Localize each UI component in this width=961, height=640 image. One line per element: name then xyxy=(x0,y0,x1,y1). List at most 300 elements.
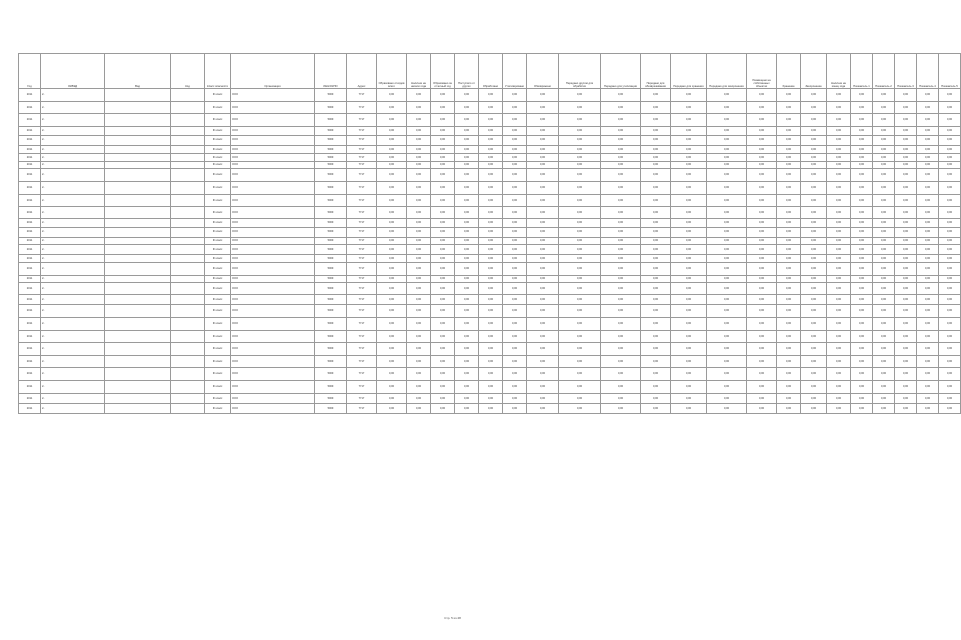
table-cell: 0,00 xyxy=(873,295,895,305)
column-header: Образовано за отчетный год xyxy=(431,54,455,89)
table-cell: 2- xyxy=(41,255,105,263)
table-cell: 0,00 xyxy=(601,169,641,182)
table-cell: 0,00 xyxy=(601,283,641,295)
table-cell: 0,00 xyxy=(851,368,873,381)
table-cell: 0,00 xyxy=(479,275,503,283)
table-cell: 0,00 xyxy=(377,283,407,295)
table-cell: 0,00 xyxy=(777,262,801,275)
table-cell: 5009 xyxy=(315,207,347,219)
table-cell: 0,00 xyxy=(641,283,671,295)
table-cell: 0,00 xyxy=(455,127,479,136)
table-cell: 0,00 xyxy=(671,283,707,295)
table-cell: 0,00 xyxy=(873,283,895,295)
table-cell: 0,00 xyxy=(801,127,827,136)
table-cell xyxy=(171,237,205,245)
table-cell: 0,00 xyxy=(827,89,851,102)
column-header: Адрес xyxy=(347,54,377,89)
table-row xyxy=(19,89,961,102)
table-cell: 7717 xyxy=(347,227,377,237)
table-cell: III класс xyxy=(205,145,231,154)
table-cell: 0,00 xyxy=(431,356,455,368)
table-cell: 0,00 xyxy=(527,331,559,343)
table-cell: 2011 xyxy=(19,343,41,356)
table-cell xyxy=(171,255,205,263)
table-cell: 5009 xyxy=(315,182,347,195)
table-cell: 0,00 xyxy=(377,275,407,283)
column-header: Передано для обезвреживания xyxy=(641,54,671,89)
table-cell xyxy=(171,169,205,182)
table-cell: 0,00 xyxy=(917,305,939,318)
table-cell: 0,00 xyxy=(503,275,527,283)
table-cell: 0,00 xyxy=(917,154,939,162)
table-cell: 0,00 xyxy=(601,114,641,127)
table-cell: 2- xyxy=(41,154,105,162)
table-cell: 0,00 xyxy=(527,394,559,404)
table-cell: ООО xyxy=(231,394,315,404)
table-cell: 0,00 xyxy=(671,102,707,114)
column-header: Наличие на начало года xyxy=(407,54,431,89)
table-cell: 0,00 xyxy=(777,275,801,283)
table-cell: 0,00 xyxy=(377,161,407,169)
table-cell: 0,00 xyxy=(917,145,939,154)
table-cell: 2- xyxy=(41,127,105,136)
table-cell: 0,00 xyxy=(641,145,671,154)
table-cell: 0,00 xyxy=(559,145,601,154)
table-cell: 0,00 xyxy=(777,245,801,255)
table-cell: 0,00 xyxy=(747,394,777,404)
table-row xyxy=(19,182,961,195)
table-cell: 2- xyxy=(41,182,105,195)
table-cell: 2- xyxy=(41,381,105,394)
table-cell: 0,00 xyxy=(527,135,559,145)
table-cell: 5009 xyxy=(315,295,347,305)
table-cell: 0,00 xyxy=(503,169,527,182)
table-cell: 0,00 xyxy=(939,135,961,145)
table-cell xyxy=(105,394,171,404)
table-cell: ООО xyxy=(231,89,315,102)
column-header: ИНН/ОКПО xyxy=(315,54,347,89)
table-cell: 0,00 xyxy=(851,145,873,154)
table-cell: 0,00 xyxy=(917,283,939,295)
table-cell: 0,00 xyxy=(641,381,671,394)
table-cell: 0,00 xyxy=(873,102,895,114)
table-cell xyxy=(171,195,205,207)
table-cell: 0,00 xyxy=(377,227,407,237)
table-cell: 0,00 xyxy=(479,262,503,275)
table-cell: 0,00 xyxy=(747,295,777,305)
table-cell: 0,00 xyxy=(407,368,431,381)
table-cell: 0,00 xyxy=(559,356,601,368)
table-cell: 0,00 xyxy=(479,404,503,414)
table-row xyxy=(19,305,961,318)
table-cell: 0,00 xyxy=(479,207,503,219)
table-cell: 0,00 xyxy=(801,102,827,114)
table-cell: ООО xyxy=(231,318,315,331)
table-cell: III класс xyxy=(205,207,231,219)
table-cell: 0,00 xyxy=(559,295,601,305)
table-cell: 0,00 xyxy=(895,343,917,356)
table-cell: 0,00 xyxy=(407,219,431,228)
table-cell: 0,00 xyxy=(527,318,559,331)
table-cell: 0,00 xyxy=(601,227,641,237)
table-cell: 0,00 xyxy=(873,381,895,394)
table-row xyxy=(19,219,961,228)
table-cell: 0,00 xyxy=(455,394,479,404)
table-cell: 0,00 xyxy=(641,169,671,182)
table-cell: 0,00 xyxy=(559,127,601,136)
table-cell: 0,00 xyxy=(777,135,801,145)
table-cell: 2- xyxy=(41,331,105,343)
table-cell: 0,00 xyxy=(747,343,777,356)
table-cell: 0,00 xyxy=(777,394,801,404)
table-cell: 7717 xyxy=(347,135,377,145)
table-cell: III класс xyxy=(205,283,231,295)
table-cell: 0,00 xyxy=(527,89,559,102)
table-cell: 0,00 xyxy=(707,404,747,414)
table-cell: 0,00 xyxy=(641,219,671,228)
table-cell: 5009 xyxy=(315,227,347,237)
column-header: Передано другим для обработки xyxy=(559,54,601,89)
column-header: Показатель 5 xyxy=(939,54,961,89)
table-row xyxy=(19,318,961,331)
table-cell xyxy=(171,404,205,414)
table-cell: 0,00 xyxy=(939,114,961,127)
table-cell: 0,00 xyxy=(747,195,777,207)
table-cell: 0,00 xyxy=(747,207,777,219)
table-cell xyxy=(105,195,171,207)
table-cell: 0,00 xyxy=(601,356,641,368)
table-cell: 0,00 xyxy=(777,219,801,228)
table-cell: 0,00 xyxy=(671,275,707,283)
table-cell: 0,00 xyxy=(939,318,961,331)
table-cell: 0,00 xyxy=(939,127,961,136)
table-cell: 0,00 xyxy=(747,219,777,228)
table-cell: 0,00 xyxy=(479,318,503,331)
table-cell: 0,00 xyxy=(827,343,851,356)
table-cell: 0,00 xyxy=(455,207,479,219)
table-cell: ООО xyxy=(231,343,315,356)
table-cell: 0,00 xyxy=(777,343,801,356)
table-cell: 0,00 xyxy=(851,219,873,228)
table-cell: 0,00 xyxy=(479,169,503,182)
table-cell: 0,00 xyxy=(851,283,873,295)
table-cell: 0,00 xyxy=(671,169,707,182)
table-cell: 5009 xyxy=(315,343,347,356)
table-cell: 0,00 xyxy=(707,331,747,343)
table-cell: 0,00 xyxy=(747,237,777,245)
table-cell: 0,00 xyxy=(707,262,747,275)
table-cell xyxy=(105,381,171,394)
table-cell: 0,00 xyxy=(527,182,559,195)
table-row xyxy=(19,343,961,356)
table-cell: 0,00 xyxy=(377,169,407,182)
table-cell: III класс xyxy=(205,154,231,162)
table-cell: 0,00 xyxy=(431,394,455,404)
table-cell: 0,00 xyxy=(827,237,851,245)
table-cell: 0,00 xyxy=(455,219,479,228)
table-cell: 0,00 xyxy=(851,245,873,255)
table-cell xyxy=(105,127,171,136)
table-cell: 0,00 xyxy=(747,161,777,169)
table-cell: 2- xyxy=(41,169,105,182)
table-cell: 0,00 xyxy=(895,227,917,237)
table-cell: 0,00 xyxy=(377,318,407,331)
table-cell xyxy=(105,135,171,145)
table-header-row xyxy=(19,54,961,89)
table-cell: 0,00 xyxy=(707,182,747,195)
table-cell: III класс xyxy=(205,135,231,145)
table-cell: 0,00 xyxy=(777,255,801,263)
table-cell: 0,00 xyxy=(747,381,777,394)
table-cell: 0,00 xyxy=(747,262,777,275)
table-cell: 0,00 xyxy=(455,227,479,237)
table-cell xyxy=(171,381,205,394)
table-cell: 2011 xyxy=(19,219,41,228)
table-cell: 0,00 xyxy=(895,127,917,136)
table-cell: 5009 xyxy=(315,161,347,169)
table-cell: 0,00 xyxy=(479,102,503,114)
table-cell: 2- xyxy=(41,89,105,102)
table-cell: 0,00 xyxy=(707,245,747,255)
table-cell: 0,00 xyxy=(407,154,431,162)
table-cell: 0,00 xyxy=(777,145,801,154)
table-cell: 0,00 xyxy=(455,255,479,263)
table-cell: 0,00 xyxy=(671,295,707,305)
table-cell: 0,00 xyxy=(407,245,431,255)
table-cell: 0,00 xyxy=(431,135,455,145)
table-cell: 0,00 xyxy=(917,394,939,404)
table-cell: 0,00 xyxy=(895,135,917,145)
table-cell: 0,00 xyxy=(559,102,601,114)
table-cell: 0,00 xyxy=(895,145,917,154)
table-cell: 0,00 xyxy=(431,331,455,343)
table-cell: 0,00 xyxy=(479,331,503,343)
table-cell: 0,00 xyxy=(407,227,431,237)
table-cell: 0,00 xyxy=(601,102,641,114)
table-cell: 5009 xyxy=(315,135,347,145)
table-cell: ООО xyxy=(231,381,315,394)
table-row xyxy=(19,195,961,207)
table-cell: 0,00 xyxy=(707,343,747,356)
table-cell: 0,00 xyxy=(873,343,895,356)
table-cell: 0,00 xyxy=(851,295,873,305)
column-header: Показатель 4 xyxy=(917,54,939,89)
table-cell: 0,00 xyxy=(827,275,851,283)
table-cell: 0,00 xyxy=(671,255,707,263)
table-cell: 0,00 xyxy=(851,255,873,263)
table-cell: 2011 xyxy=(19,135,41,145)
table-cell: 0,00 xyxy=(777,207,801,219)
table-cell: 0,00 xyxy=(407,255,431,263)
table-cell: 0,00 xyxy=(503,331,527,343)
table-cell: 0,00 xyxy=(503,127,527,136)
table-cell: III класс xyxy=(205,262,231,275)
table-cell: 0,00 xyxy=(527,169,559,182)
table-cell: 0,00 xyxy=(827,283,851,295)
table-cell: 0,00 xyxy=(527,368,559,381)
table-cell: 0,00 xyxy=(801,237,827,245)
table-cell: 0,00 xyxy=(707,318,747,331)
table-cell: ООО xyxy=(231,368,315,381)
table-cell: 7717 xyxy=(347,343,377,356)
table-cell: 0,00 xyxy=(431,255,455,263)
table-cell: 0,00 xyxy=(873,305,895,318)
table-cell: 0,00 xyxy=(601,305,641,318)
table-cell xyxy=(105,89,171,102)
table-cell: 0,00 xyxy=(777,295,801,305)
table-cell: 0,00 xyxy=(851,161,873,169)
table-cell: 0,00 xyxy=(917,227,939,237)
table-cell: 0,00 xyxy=(479,245,503,255)
table-cell: 0,00 xyxy=(801,368,827,381)
table-cell: 0,00 xyxy=(895,255,917,263)
table-cell: 0,00 xyxy=(747,89,777,102)
table-cell: 0,00 xyxy=(601,89,641,102)
table-cell xyxy=(171,394,205,404)
table-cell: 0,00 xyxy=(671,237,707,245)
table-cell: 0,00 xyxy=(601,161,641,169)
table-cell: 0,00 xyxy=(503,368,527,381)
table-cell: 0,00 xyxy=(407,318,431,331)
table-cell: 0,00 xyxy=(747,318,777,331)
table-cell: 0,00 xyxy=(455,295,479,305)
table-cell: 0,00 xyxy=(377,182,407,195)
table-cell: 0,00 xyxy=(559,227,601,237)
table-cell: 0,00 xyxy=(407,394,431,404)
table-cell: 0,00 xyxy=(707,305,747,318)
table-cell: 0,00 xyxy=(431,219,455,228)
table-cell: 0,00 xyxy=(407,343,431,356)
table-cell: 2- xyxy=(41,283,105,295)
table-cell: 0,00 xyxy=(671,114,707,127)
table-cell: 0,00 xyxy=(801,283,827,295)
table-cell: 0,00 xyxy=(455,356,479,368)
table-cell: 0,00 xyxy=(503,145,527,154)
table-cell: 2- xyxy=(41,275,105,283)
column-header: Код xyxy=(171,54,205,89)
table-cell: 0,00 xyxy=(527,145,559,154)
table-cell: 0,00 xyxy=(527,283,559,295)
table-cell: 0,00 xyxy=(917,245,939,255)
column-header: Обработано xyxy=(479,54,503,89)
table-cell: III класс xyxy=(205,245,231,255)
table-cell: 0,00 xyxy=(671,356,707,368)
table-cell: 0,00 xyxy=(895,283,917,295)
table-cell: 7717 xyxy=(347,102,377,114)
table-row xyxy=(19,169,961,182)
table-cell: 0,00 xyxy=(641,275,671,283)
table-cell: 0,00 xyxy=(827,356,851,368)
table-cell: 2011 xyxy=(19,227,41,237)
table-cell: 0,00 xyxy=(503,195,527,207)
table-cell: 0,00 xyxy=(777,182,801,195)
table-cell: 0,00 xyxy=(479,283,503,295)
table-cell: 0,00 xyxy=(801,154,827,162)
table-cell: 0,00 xyxy=(777,283,801,295)
table-cell: III класс xyxy=(205,227,231,237)
table-cell: 0,00 xyxy=(455,114,479,127)
table-cell: 0,00 xyxy=(503,305,527,318)
table-cell: 0,00 xyxy=(559,135,601,145)
table-cell: 2- xyxy=(41,237,105,245)
table-cell xyxy=(171,154,205,162)
table-cell: 0,00 xyxy=(455,135,479,145)
table-cell: 0,00 xyxy=(827,182,851,195)
table-cell: 0,00 xyxy=(895,262,917,275)
table-cell: 0,00 xyxy=(479,343,503,356)
table-cell: 2011 xyxy=(19,295,41,305)
table-cell: 0,00 xyxy=(873,182,895,195)
table-cell: 0,00 xyxy=(873,114,895,127)
table-cell: 0,00 xyxy=(671,135,707,145)
table-cell: 2- xyxy=(41,195,105,207)
table-cell: 0,00 xyxy=(939,275,961,283)
table-cell: 0,00 xyxy=(407,262,431,275)
table-cell: 7717 xyxy=(347,283,377,295)
table-cell: 2- xyxy=(41,145,105,154)
table-cell: 0,00 xyxy=(377,381,407,394)
table-cell: 0,00 xyxy=(827,255,851,263)
table-cell: 5009 xyxy=(315,255,347,263)
table-cell xyxy=(171,283,205,295)
table-cell: 0,00 xyxy=(895,381,917,394)
column-header: Год xyxy=(19,54,41,89)
table-cell: 0,00 xyxy=(939,89,961,102)
table-cell: 2011 xyxy=(19,145,41,154)
table-cell: 0,00 xyxy=(455,305,479,318)
table-cell: 0,00 xyxy=(873,237,895,245)
table-cell: 0,00 xyxy=(407,356,431,368)
table-cell: 0,00 xyxy=(479,114,503,127)
table-cell: III класс xyxy=(205,195,231,207)
table-cell: 0,00 xyxy=(747,182,777,195)
table-cell xyxy=(105,145,171,154)
table-cell: 0,00 xyxy=(671,394,707,404)
table-cell: 0,00 xyxy=(601,245,641,255)
table-cell: ООО xyxy=(231,245,315,255)
table-cell: 0,00 xyxy=(851,331,873,343)
table-cell: 0,00 xyxy=(801,318,827,331)
table-cell: 0,00 xyxy=(827,295,851,305)
table-cell xyxy=(105,275,171,283)
table-cell: 0,00 xyxy=(873,394,895,404)
table-cell: 0,00 xyxy=(801,245,827,255)
table-cell: 2011 xyxy=(19,169,41,182)
table-cell: 7717 xyxy=(347,262,377,275)
table-cell: 0,00 xyxy=(707,127,747,136)
table-row xyxy=(19,227,961,237)
table-cell: 7717 xyxy=(347,219,377,228)
table-cell: 0,00 xyxy=(559,381,601,394)
table-cell: 0,00 xyxy=(559,245,601,255)
column-header: Обезврежено xyxy=(527,54,559,89)
table-cell: 0,00 xyxy=(939,356,961,368)
table-cell: 7717 xyxy=(347,318,377,331)
table-cell: 0,00 xyxy=(895,182,917,195)
table-cell: 0,00 xyxy=(895,102,917,114)
table-cell: 2- xyxy=(41,102,105,114)
table-cell xyxy=(171,127,205,136)
table-cell: 0,00 xyxy=(707,255,747,263)
table-cell: 0,00 xyxy=(747,275,777,283)
table-cell: 0,00 xyxy=(895,114,917,127)
table-cell: 0,00 xyxy=(407,207,431,219)
table-cell: 2011 xyxy=(19,127,41,136)
table-cell: 0,00 xyxy=(407,135,431,145)
table-cell: 0,00 xyxy=(407,381,431,394)
table-cell: 0,00 xyxy=(707,283,747,295)
table-cell: 0,00 xyxy=(801,275,827,283)
